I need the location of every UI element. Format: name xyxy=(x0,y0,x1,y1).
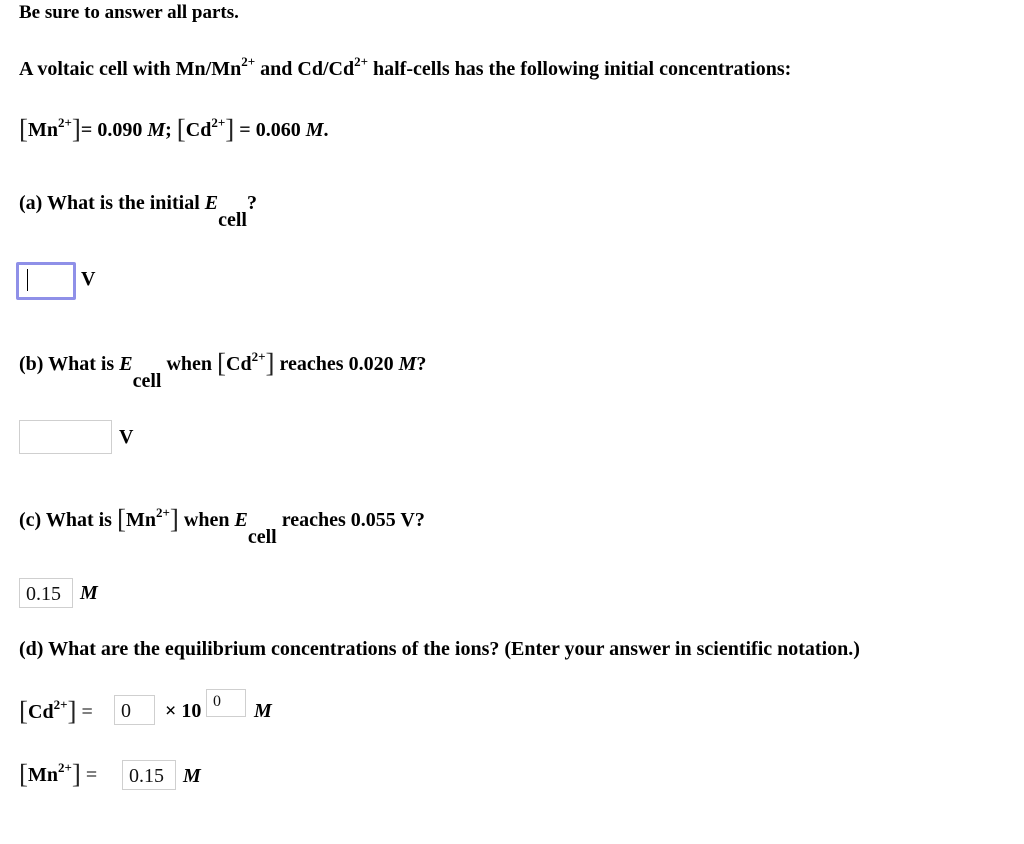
part-c-prefix: (c) What is xyxy=(19,509,117,531)
part-a-question xyxy=(19,192,257,231)
part-a-e: E xyxy=(204,192,219,214)
part-b-prefix: (b) What is xyxy=(19,353,120,375)
intro-charge-cd: 2+ xyxy=(354,54,368,69)
instruction-text: Be sure to answer all parts. xyxy=(19,2,239,23)
conc-cd-charge: 2+ xyxy=(211,115,226,130)
part-d-question: (d) What are the equilibrium concentrations of the ions? (Enter your answer in scientific notation.) xyxy=(19,638,860,660)
cd-eq-ion: Cd xyxy=(28,701,54,723)
part-b-answer-input[interactable] xyxy=(19,420,112,454)
part-b-unit: V xyxy=(119,426,134,448)
part-a-unit: V xyxy=(81,268,96,290)
mn-equilibrium-row xyxy=(19,757,97,788)
bracket-open: [ xyxy=(176,114,186,144)
mn-eq-input[interactable] xyxy=(122,760,176,790)
intro-prefix: A voltaic cell with Mn/Mn xyxy=(19,58,242,80)
cd-equilibrium-row xyxy=(19,694,93,725)
part-a-suffix: ? xyxy=(246,192,257,214)
part-c-ion: Mn xyxy=(125,509,156,531)
cd-eq-unit: M xyxy=(254,700,272,722)
initial-concentrations xyxy=(19,112,329,143)
conc-mn-charge: 2+ xyxy=(58,115,72,130)
part-c-e: E xyxy=(234,509,248,531)
part-a-prefix: (a) What is the initial xyxy=(19,192,205,214)
part-c-question xyxy=(19,502,425,548)
part-b-e: E xyxy=(119,353,133,375)
conc-unit-m: M xyxy=(147,119,166,141)
conc-mn-label: Mn xyxy=(28,119,58,141)
mn-eq-ion: Mn xyxy=(28,764,58,786)
part-a-answer-input[interactable] xyxy=(16,262,76,300)
mn-eq-unit: M xyxy=(183,765,201,787)
intro-suffix: half-cells has the following initial concentrations: xyxy=(367,58,792,80)
times-ten-label: × 10 xyxy=(165,700,202,722)
part-c-charge: 2+ xyxy=(155,505,170,520)
part-b-q: ? xyxy=(416,353,427,375)
conc-cd-label: Cd xyxy=(185,119,212,141)
part-b-charge: 2+ xyxy=(251,349,266,364)
bracket-close: ] xyxy=(265,348,275,378)
part-b-reaches: reaches 0.020 xyxy=(274,353,399,375)
part-b-when: when xyxy=(161,353,218,375)
part-c-cell: cell xyxy=(247,526,277,548)
part-c-when: when xyxy=(178,509,235,531)
cd-eq-charge: 2+ xyxy=(53,697,68,712)
intro-charge-mn: 2+ xyxy=(241,54,256,69)
cd-mantissa-value: 0 xyxy=(121,700,131,722)
bracket-close: ] xyxy=(169,504,179,534)
part-b-m: M xyxy=(398,353,417,375)
bracket-close: ] xyxy=(225,114,235,144)
mn-eq-value: 0.15 xyxy=(129,765,164,787)
part-b-cell: cell xyxy=(132,370,162,392)
bracket-close: ] xyxy=(71,759,81,789)
cd-mantissa-input[interactable] xyxy=(114,695,155,725)
bracket-close: ] xyxy=(71,114,81,144)
cd-exponent-input[interactable] xyxy=(206,689,246,717)
problem-intro xyxy=(19,54,792,81)
bracket-open: [ xyxy=(116,504,126,534)
bracket-open: [ xyxy=(217,348,227,378)
bracket-open: [ xyxy=(19,114,28,144)
mn-eq-charge: 2+ xyxy=(58,760,72,775)
bracket-open: [ xyxy=(19,696,28,726)
part-c-unit: M xyxy=(80,582,98,604)
part-c-reaches: reaches 0.055 V? xyxy=(276,509,425,531)
conc-separator: ; xyxy=(165,119,172,141)
mn-eq-equals: = xyxy=(85,764,98,786)
conc-mn-value: = 0.090 xyxy=(80,119,143,141)
cd-eq-equals: = xyxy=(81,701,93,723)
conc-cd-value: = 0.060 xyxy=(239,119,301,141)
part-c-answer-value: 0.15 xyxy=(26,583,61,605)
intro-middle: and Cd/Cd xyxy=(255,58,355,80)
cd-exponent-value: 0 xyxy=(213,693,221,710)
bracket-close: ] xyxy=(67,696,77,726)
bracket-open: [ xyxy=(19,759,28,789)
part-a-cell: cell xyxy=(218,209,247,231)
text-caret xyxy=(27,269,28,291)
conc-end: . xyxy=(323,119,329,141)
part-b-question xyxy=(19,346,427,392)
part-c-answer-input[interactable] xyxy=(19,578,73,608)
part-b-ion: Cd xyxy=(226,353,252,375)
conc-unit-m: M xyxy=(305,119,324,141)
